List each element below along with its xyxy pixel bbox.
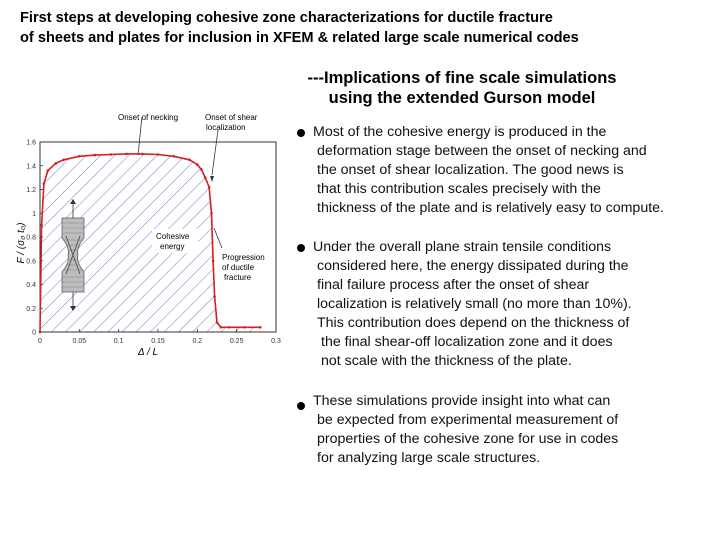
y-tick-label: 0.8: [26, 234, 36, 242]
curve-point: [220, 326, 223, 329]
x-axis-title: Δ / L: [137, 347, 159, 358]
curve-point: [40, 224, 43, 227]
x-tick-label: 0.1: [113, 338, 124, 345]
bullet-icon: [297, 244, 305, 252]
bullet-line: for analyzing large scale structures.: [317, 450, 541, 466]
curve-point: [188, 159, 191, 162]
curve-point: [94, 154, 97, 157]
cohesive-label: energy: [160, 242, 185, 251]
curve-point: [208, 186, 211, 189]
curve-point: [125, 153, 128, 156]
cohesive-label: Cohesive: [156, 232, 190, 241]
y-axis-title: F / (σ₀ t₀): [16, 222, 27, 264]
bullet-line: Most of the cohesive energy is produced in the: [313, 124, 607, 140]
bullet-line: These simulations provide insight into what can: [313, 393, 611, 409]
shear-label: Onset of shear: [205, 113, 258, 122]
bullet-line: Under the overall plane strain tensile conditions: [313, 239, 612, 255]
bullet-line: properties of the cohesive zone for use in codes: [317, 431, 619, 447]
x-tick-label: 0: [38, 338, 42, 345]
y-tick-label: 1.6: [26, 139, 36, 147]
curve-point: [216, 321, 219, 324]
curve-point: [78, 155, 81, 158]
x-tick-label: 0.3: [271, 338, 281, 345]
curve-point: [210, 212, 213, 215]
curve-point: [141, 153, 144, 156]
curve-point: [39, 331, 42, 334]
x-tick-label: 0.2: [192, 338, 203, 345]
bullet-line: the onset of shear localization. The good news is: [317, 162, 624, 178]
title-line: First steps at developing cohesive zone characterizations for ductile fracture: [20, 10, 553, 26]
bullet-line: that this contribution scales precisely with the: [317, 181, 601, 197]
curve-point: [54, 162, 57, 165]
bullet-line: This contribution does depend on the thickness of: [317, 315, 630, 331]
shear-marker-line: [212, 130, 218, 175]
y-tick-label: 0.2: [26, 305, 36, 313]
shear-arrowhead: [210, 176, 214, 182]
bullet-line: be expected from experimental measurement of: [317, 412, 619, 428]
curve-point: [172, 155, 175, 158]
y-tick-label: 1.4: [26, 163, 36, 171]
bullet-line: not scale with the thickness of the plate.: [321, 353, 572, 369]
slide-title: [20, 8, 710, 48]
bullet-line: thickness of the plate and is relatively easy to compute.: [317, 200, 664, 216]
bullet-item: [313, 123, 664, 218]
progression-label: Progression: [222, 253, 265, 262]
curve-point: [213, 295, 216, 298]
x-tick-label: 0.05: [72, 338, 87, 345]
bullet-line: deformation stage between the onset of necking and: [317, 143, 647, 159]
bullet-line: considered here, the energy dissipated during the: [317, 258, 629, 274]
bullet-item: [313, 392, 618, 468]
curve-point: [62, 159, 65, 162]
x-tick-label: 0.15: [151, 338, 165, 345]
curve-point: [47, 169, 50, 172]
bullet-icon: [297, 129, 305, 137]
bullet-line: localization is relatively small (no more than 10%).: [317, 296, 632, 312]
y-tick-label: 0: [32, 329, 36, 337]
title-line: of sheets and plates for inclusion in XFEM & related large scale numerical codes: [20, 30, 579, 46]
y-tick-label: 1.2: [26, 187, 36, 194]
bullet-line: final failure process after the onset of shear: [317, 277, 590, 293]
curve-point: [43, 182, 46, 185]
curve-point: [200, 168, 203, 171]
necking-marker-line: [138, 117, 142, 155]
subtitle-line: ---Implications of fine scale simulations: [307, 69, 617, 87]
slide-subtitle: [262, 68, 662, 108]
subtitle-line: using the extended Gurson model: [328, 89, 596, 107]
y-tick-label: 0.4: [26, 282, 36, 289]
y-tick-label: 1: [32, 210, 36, 218]
y-tick-label: 0.6: [26, 258, 36, 266]
curve-point: [110, 153, 113, 156]
x-tick-label: 0.25: [229, 338, 244, 345]
progression-label: fracture: [224, 273, 252, 282]
bullet-icon: [297, 402, 305, 410]
curve-point: [204, 176, 207, 179]
curve-point: [212, 260, 215, 263]
curve-point: [157, 153, 160, 156]
curve-point: [228, 326, 231, 329]
force-displacement-chart: [0, 100, 290, 360]
curve-point: [196, 163, 199, 166]
curve-point: [243, 326, 246, 329]
bullet-item: [313, 238, 632, 371]
progression-label: of ductile: [222, 263, 255, 272]
progression-marker-line: [214, 228, 222, 248]
shear-label: localization: [206, 123, 246, 132]
bullet-line: the final shear-off localization zone and it does: [321, 334, 613, 350]
necking-label: Onset of necking: [118, 113, 179, 122]
curve-point: [259, 326, 262, 329]
